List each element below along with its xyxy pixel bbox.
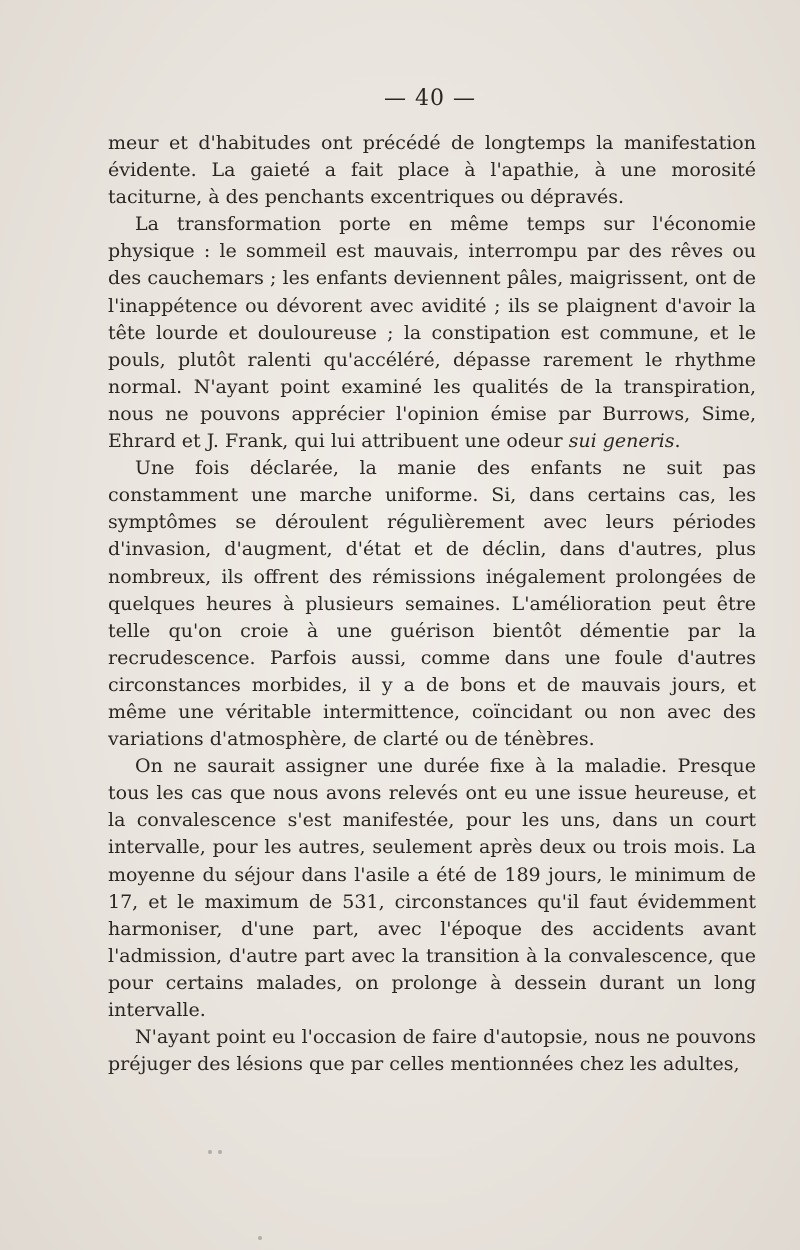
body-text <box>108 130 756 1078</box>
paragraph-text: La transformation porte en même temps sur l'économie physique : le sommeil est mauvais, interrompu par des rêves ou des cauchemars ; les enfants deviennent pâles, maigrissent, ont de l'inappétence ou dévorent avec avidité ; ils se plaignent d'avoir la tête lourde et douloureuse ; la constipation est commune, et le pouls, plutôt ralenti qu'accéléré, dépasse rarement le rhythme normal. N'ayant point examiné les qualités de la transpiration, nous ne pouvons apprécier l'opinion émise par Burrows, Sime, Ehrard et J. Frank, qui lui attribuent une odeur <box>108 213 756 453</box>
paragraph-duration: On ne saurait assigner une durée fixe à la maladie. Presque tous les cas que nous avons relevés ont eu une issue heureuse, et la convalescence s'est manifestée, pour les uns, dans un court intervalle, pour les autres, seulement après deux ou trois mois. La moyenne du séjour dans l'asile a été de 189 jours, le minimum de 17, et le maximum de 531, circonstances qu'il faut évidemment harmoniser, d'une part, avec l'époque des accidents avant l'admission, d'autre part avec la transition à la convalescence, que pour certains malades, on prolonge à dessein durant un long intervalle. <box>108 755 756 1021</box>
paragraph-physical-changes <box>108 211 756 455</box>
latin-phrase: sui generis <box>568 430 675 453</box>
paragraph-continued: meur et d'habitudes ont précédé de longtemps la manifestation évidente. La gaieté a fait place à l'apathie, à une morosité taciturne, à des penchants excentriques ou dépravés. <box>108 132 756 209</box>
paper-speck <box>208 1150 212 1154</box>
page-number: — 40 — <box>384 86 476 111</box>
paragraph-end-punctuation: . <box>674 430 681 453</box>
paper-speck <box>258 1236 262 1240</box>
paper-speck <box>218 1150 222 1154</box>
paragraph-course-of-disease: Une fois déclarée, la manie des enfants ne suit pas constamment une marche uniforme. Si, dans certains cas, les symptômes se déroulent régulièrement avec leurs périodes d'invasion, d'augment, d'état et de déclin, dans d'autres, plus nombreux, ils offrent des rémissions inégalement prolongées de quelques heures à plusieurs semaines. L'amélioration peut être telle qu'on croie à une guérison bientôt démentie par la recrudescence. Parfois aussi, comme dans une foule d'autres circonstances morbides, il y a de bons et de mauvais jours, et même une véritable intermittence, coïncidant ou non avec des variations d'atmosphère, de clarté ou de ténèbres. <box>108 457 756 751</box>
paragraph-autopsy: N'ayant point eu l'occasion de faire d'autopsie, nous ne pouvons préjuger des lésions que par celles mentionnées chez les adultes, <box>108 1026 756 1076</box>
